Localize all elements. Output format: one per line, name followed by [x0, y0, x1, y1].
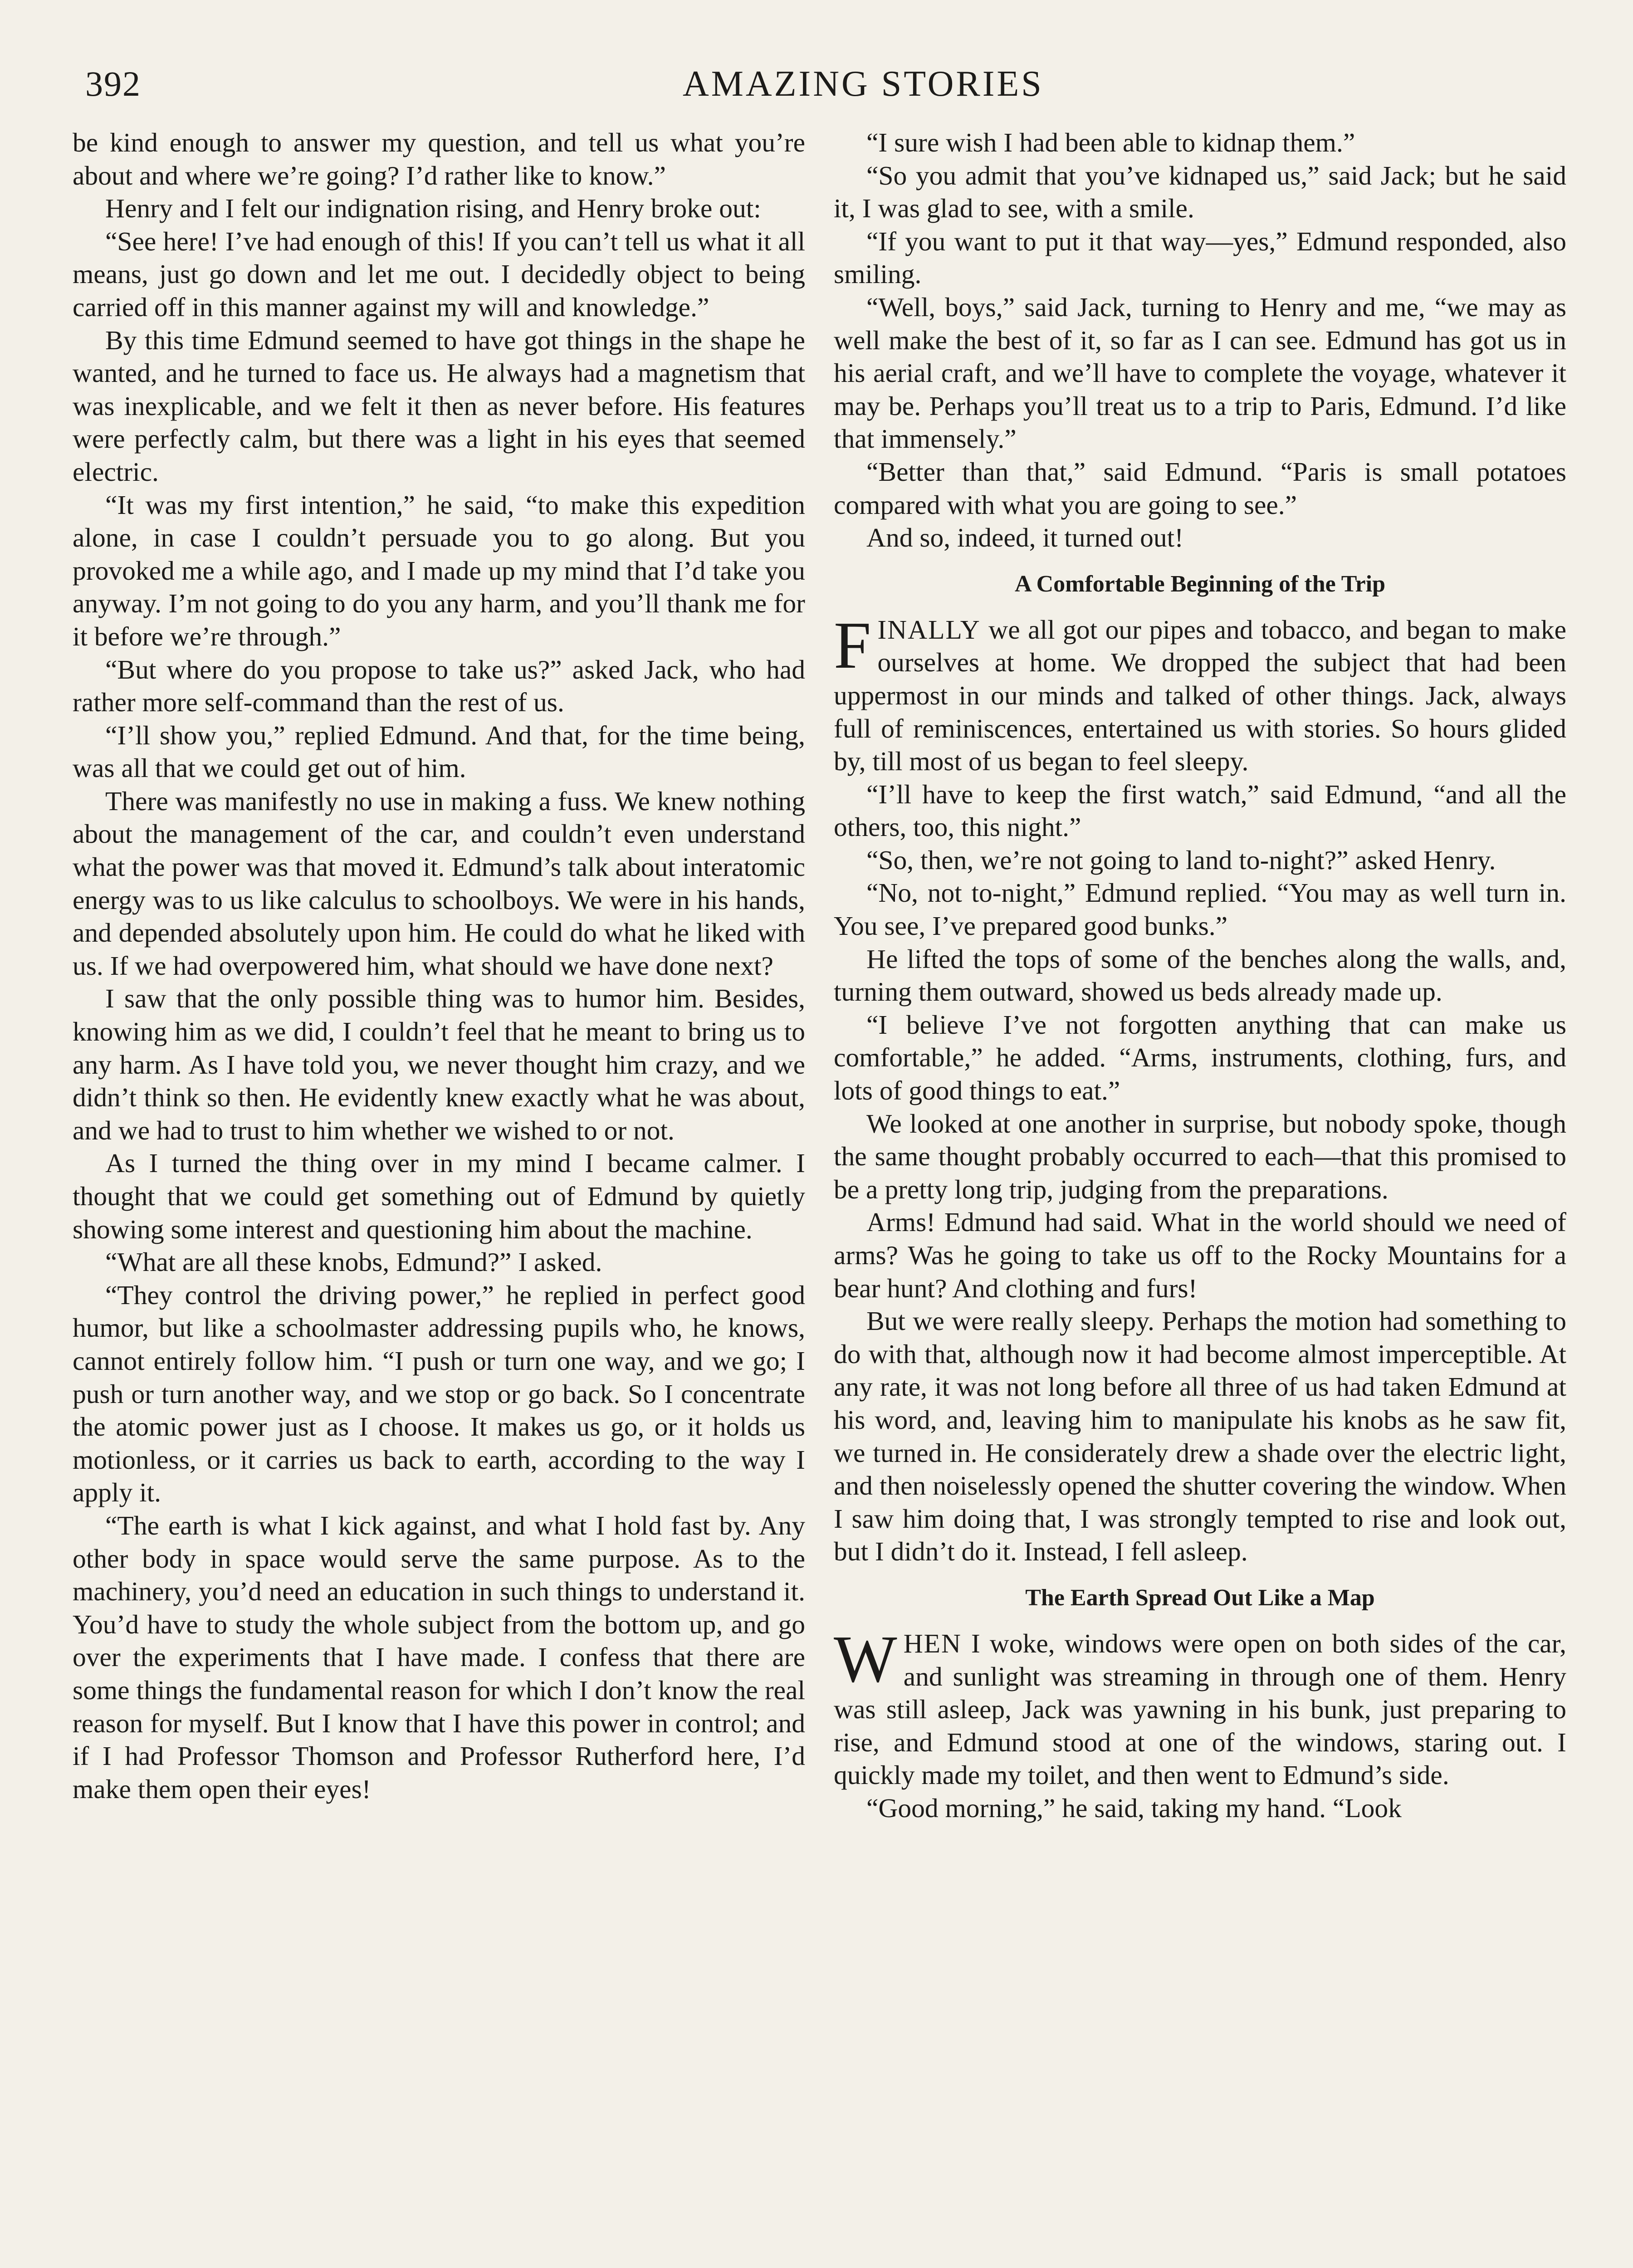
paragraph: And so, indeed, it turned out!	[866, 523, 1184, 553]
lead-word: INALLY	[877, 614, 981, 645]
section-opening-paragraph	[834, 608, 1566, 778]
paragraph: “Well, boys,” said Jack, turning to Henry and me, “we may as well make the best of it, so far as I can see. Edmund has got us in his aerial craft, and we’ll have to complete the voyage, whatever it may be. Perhaps you’ll treat us to a trip to Paris, Edmund. I’d like that immensely.”	[834, 292, 1566, 454]
paragraph: “The earth is what I kick against, and what I hold fast by. Any other body in space would serve the same purpose. As to the machinery, you’d need an education in such things to understand it. You’d have to study the whole subject from the bottom up, and go over the experiments that I have made. I confess that there are some things the fundamental reason for which I don’t know the real reason for myself. But I know that I have this power in control; and if I had Professor Thomson and Professor Rutherford here, I’d make them open their eyes!	[73, 1510, 805, 1804]
paragraph: “No, not to-night,” Edmund replied. “You may as well turn in. You see, I’ve prepared good bunks.”	[834, 878, 1566, 941]
page-header	[73, 64, 1565, 122]
paragraph: “I believe I’ve not forgotten anything that can make us comfortable,” he added. “Arms, instruments, clothing, furs, and lots of good things to eat.”	[834, 1009, 1566, 1106]
paragraph: be kind enough to answer my question, and tell us what you’re about and where we’re going? I’d rather like to know.”	[73, 127, 805, 191]
paragraph: By this time Edmund seemed to have got things in the shape he wanted, and he turned to face us. He always had a magnetism that was inexplicable, and we felt it then as never before. His features were perfectly calm, but there was a light in his eyes that seemed electric.	[73, 325, 805, 487]
paragraph: Arms! Edmund had said. What in the world should we need of arms? Was he going to take us off to the Rocky Mountains for a bear hunt? And clothing and furs!	[834, 1207, 1566, 1303]
section-heading: A Comfortable Beginning of the Trip	[1014, 571, 1386, 597]
paragraph-text: we all got our pipes and tobacco, and began to make ourselves at home. We dropped the subject that had been uppermost in our minds and talked of other things. Jack, always full of reminiscences, entertained us with stories. So hours glided by, till most of us began to feel sleepy.	[834, 614, 1566, 777]
paragraph: “It was my first intention,” he said, “to make this expedition alone, in case I couldn’t persuade you to go along. But you provoked me a while ago, and I made up my mind that I’d take you anyway. I’m not going to do you any harm, and you’ll thank me for it before we’re through.”	[73, 489, 805, 651]
drop-cap: F	[834, 608, 871, 683]
paragraph: But we were really sleepy. Perhaps the motion had something to do with that, although now it had become almost imperceptible. At any rate, it was not long before all three of us had taken Edmund at his word, and, leaving him to manipulate his knobs as he saw fit, we turned in. He considerately drew a shade over the electric light, and then noiselessly opened the shutter covering the window. When I saw him doing that, I was strongly tempted to rise and look out, but I didn’t do it. Instead, I fell asleep.	[834, 1306, 1566, 1567]
lead-word: HEN	[903, 1628, 962, 1658]
paragraph: “I sure wish I had been able to kidnap them.”	[866, 127, 1355, 157]
running-title: AMAZING STORIES	[683, 64, 1044, 104]
paragraph: As I turned the thing over in my mind I became calmer. I thought that we could get something out of Edmund by quietly showing some interest and questioning him about the machine.	[73, 1148, 805, 1244]
paragraph: “So you admit that you’ve kidnaped us,” said Jack; but he said it, I was glad to see, with a smile.	[834, 160, 1566, 224]
paragraph: “Good morning,” he said, taking my hand. “Look	[866, 1793, 1402, 1823]
paragraph: He lifted the tops of some of the benches along the walls, and, turning them outward, showed us beds already made up.	[834, 943, 1566, 1007]
paragraph: “I’ll have to keep the first watch,” said Edmund, “and all the others, too, this night.”	[834, 779, 1566, 842]
paragraph: We looked at one another in surprise, but nobody spoke, though the same thought probably occurred to each—that this promised to be a pretty long trip, judging from the preparations.	[834, 1108, 1566, 1204]
paragraph: “See here! I’ve had enough of this! If you can’t tell us what it all means, just go down and let me out. I decidedly object to being carried off in this manner against my will and knowledge.”	[73, 226, 805, 322]
paragraph: “They control the driving power,” he replied in perfect good humor, but like a schoolmaster addressing pupils who, he knows, cannot entirely follow him. “I push or turn one way, and we go; I push or turn another way, and we stop or go back. So I concentrate the atomic power just as I choose. It makes us go, or it holds us motionless, or it carries us back to earth, according to the way I apply it.	[73, 1280, 805, 1508]
paragraph: “If you want to put it that way—yes,” Edmund responded, also smiling.	[834, 226, 1566, 289]
left-column	[73, 126, 805, 1805]
paragraph: “But where do you propose to take us?” asked Jack, who had rather more self-command than the rest of us.	[73, 654, 805, 718]
paragraph: “I’ll show you,” replied Edmund. And that, for the time being, was all that we could get out of him.	[73, 720, 805, 783]
paragraph: “So, then, we’re not going to land to-night?” asked Henry.	[866, 845, 1496, 875]
drop-cap: W	[834, 1622, 897, 1696]
right-column	[834, 126, 1566, 1825]
section-heading: The Earth Spread Out Like a Map	[1025, 1584, 1375, 1611]
paragraph: “What are all these knobs, Edmund?” I asked.	[105, 1247, 602, 1277]
paragraph: Henry and I felt our indignation rising, and Henry broke out:	[105, 193, 761, 224]
paragraph: I saw that the only possible thing was to humor him. Besides, knowing him as we did, I couldn’t feel that he meant to bring us to any harm. As I have told you, we never thought him crazy, and we didn’t think so then. He evidently knew exactly what he was about, and we had to trust to him whether we wished to or not.	[73, 983, 805, 1145]
section-opening-paragraph	[834, 1622, 1566, 1792]
page-number: 392	[85, 64, 141, 103]
paragraph: “Better than that,” said Edmund. “Paris is small potatoes compared with what you are going to see.”	[834, 456, 1566, 520]
paragraph-text: I woke, windows were open on both sides of the car, and sunlight was streaming in through one of them. Henry was still asleep, Jack was yawning in his bunk, just preparing to rise, and Edmund stood at one of the windows, staring out. I quickly made my toilet, and then went to Edmund’s side.	[834, 1628, 1566, 1790]
paragraph: There was manifestly no use in making a fuss. We knew nothing about the management of the car, and couldn’t even understand what the power was that moved it. Edmund’s talk about interatomic energy was to us like calculus to schoolboys. We were in his hands, and depended absolutely upon him. He could do what he liked with us. If we had overpowered him, what should we have done next?	[73, 786, 805, 981]
